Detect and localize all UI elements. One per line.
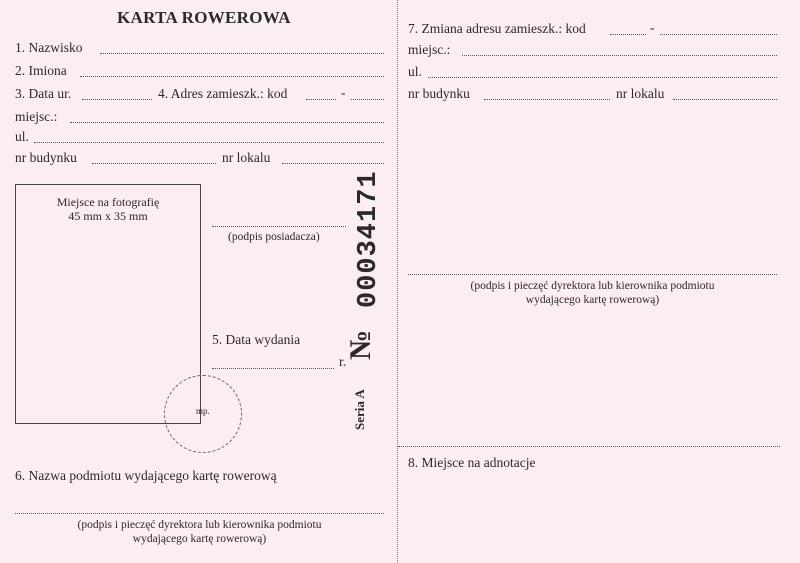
- holder-signature-field[interactable]: [212, 226, 346, 227]
- issuer-signature-field[interactable]: [15, 513, 384, 514]
- issuer-caption-line2: wydającego kartę rowerową): [132, 533, 267, 545]
- address-change-caption: [408, 279, 777, 307]
- fold-line: [397, 0, 398, 563]
- card-title: KARTA ROWEROWA: [117, 8, 291, 27]
- birth-date-label: 3. Data ur.: [15, 86, 72, 101]
- new-building-number-field[interactable]: [484, 99, 610, 100]
- annotations-separator: [398, 446, 780, 447]
- stamp-label: mp.: [196, 406, 210, 416]
- new-apartment-number-label: nr lokalu: [616, 86, 665, 101]
- issuer-caption-line1: (podpis i pieczęć dyrektora lub kierownika podmiotu: [77, 519, 322, 531]
- address-change-label: 7. Zmiana adresu zamieszk.: kod: [408, 21, 586, 36]
- photo-caption-line2: 45 mm x 35 mm: [68, 209, 148, 223]
- issue-date-field[interactable]: [212, 368, 334, 369]
- city-field[interactable]: [70, 122, 384, 123]
- issue-date-label: 5. Data wydania: [212, 332, 301, 347]
- birth-date-field[interactable]: [82, 99, 152, 100]
- address-postcode-label: 4. Adres zamieszk.: kod: [158, 86, 288, 101]
- photo-caption-line1: Miejsce na fotografię: [56, 195, 160, 209]
- issuer-signature-caption: [15, 518, 384, 546]
- address-change-caption-line2: wydającego kartę rowerową): [525, 294, 660, 306]
- new-postcode-dash: -: [650, 20, 655, 35]
- first-names-label: 2. Imiona: [15, 63, 67, 78]
- year-suffix: r.: [339, 354, 347, 369]
- street-label: ul.: [15, 129, 29, 144]
- new-building-number-label: nr budynku: [408, 86, 470, 101]
- new-street-field[interactable]: [428, 77, 777, 78]
- apartment-number-field[interactable]: [282, 163, 384, 164]
- new-postcode-part2-field[interactable]: [660, 34, 777, 35]
- address-change-caption-line1: (podpis i pieczęć dyrektora lub kierownika podmiotu: [470, 280, 715, 292]
- street-field[interactable]: [34, 142, 384, 143]
- address-postcode-part2-field[interactable]: [351, 99, 384, 100]
- surname-label: 1. Nazwisko: [15, 40, 83, 55]
- building-number-label: nr budynku: [15, 150, 77, 165]
- issuer-name-label: 6. Nazwa podmiotu wydającego kartę rowerową: [15, 468, 277, 483]
- series-label: Seria A: [352, 389, 367, 430]
- annotations-label: 8. Miejsce na adnotacje: [408, 455, 536, 470]
- serial-number: 00034171: [354, 170, 384, 308]
- building-number-field[interactable]: [92, 163, 216, 164]
- surname-field[interactable]: [100, 53, 384, 54]
- apartment-number-label: nr lokalu: [222, 150, 271, 165]
- city-label: miejsc.:: [15, 109, 58, 124]
- address-postcode-part1-field[interactable]: [306, 99, 336, 100]
- holder-signature-caption: (podpis posiadacza): [228, 231, 320, 243]
- new-city-label: miejsc.:: [408, 42, 451, 57]
- address-change-signature-field[interactable]: [408, 274, 777, 275]
- postcode-dash: -: [341, 85, 346, 100]
- new-postcode-part1-field[interactable]: [610, 34, 646, 35]
- new-city-field[interactable]: [462, 55, 777, 56]
- new-apartment-number-field[interactable]: [673, 99, 777, 100]
- new-street-label: ul.: [408, 64, 422, 79]
- first-names-field[interactable]: [80, 76, 384, 77]
- number-sign: №: [344, 329, 377, 360]
